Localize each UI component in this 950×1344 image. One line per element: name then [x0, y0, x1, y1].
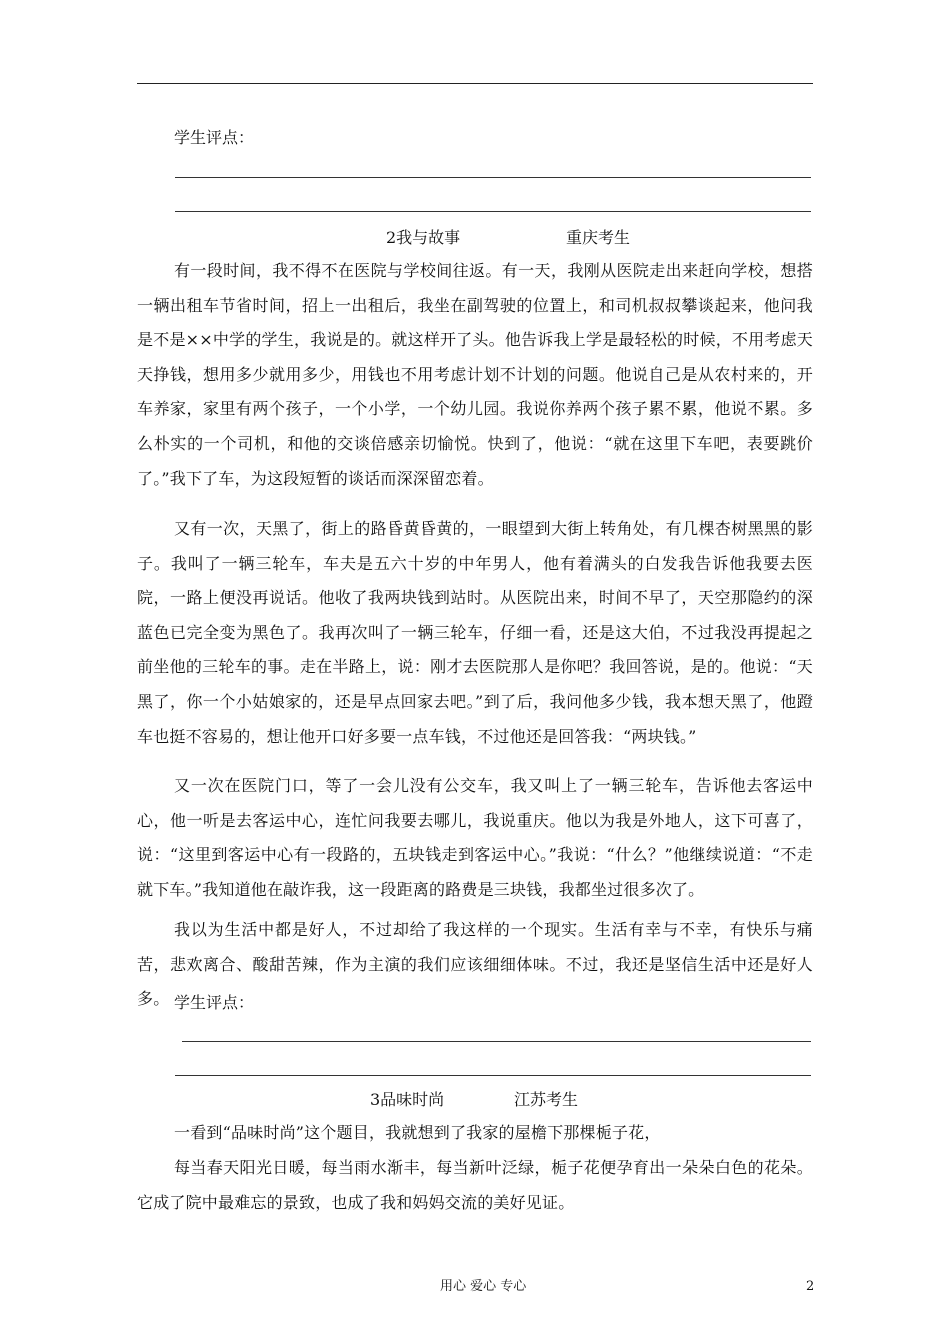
essay-author: 重庆考生: [566, 228, 631, 247]
essay-paragraph: 又有一次，天黑了，街上的路昏黄昏黄的，一眼望到大街上转角处，有几棵杏树黑黑的影子。我叫了一辆三轮车，车夫是五六十岁的中年男人，他有着满头的白发我告诉他我要去医院，一路上便没再说话。他收了我两块钱到站时。从医院出来，时间不早了，天空那隐约的深蓝色已完全变为黑色了。我再次叫了一辆三轮车，仔细一看，还是这大伯，不过我没再提起之前坐他的三轮车的事。走在半路上，说：刚才去医院那人是你吧？我回答说，是的。他说：“天黑了，你一个小姑娘家的，还是早点回家去吧。”到了后，我问他多少钱，我本想天黑了，他蹬车也挺不容易的，想让他开口好多要一点车钱，不过他还是回答我：“两块钱。”: [137, 519, 813, 746]
essay-paragraph: 我以为生活中都是好人，不过却给了我这样的一个现实。生活有幸与不幸，有快乐与痛苦，悲欢离合、酸甜苦辣，作为主演的我们应该细细体味。不过，我还是坚信生活中还是好人多。: [137, 920, 813, 1009]
essay-paragraph: 一看到“品味时尚”这个题目，我就想到了我家的屋檐下那棵栀子花，: [174, 1123, 661, 1142]
review-label: 学生评点：: [174, 993, 255, 1012]
essay-paragraph: 又一次在医院门口，等了一会儿没有公交车，我又叫上了一辆三轮车，告诉他去客运中心，他一听是去客运中心，连忙问我要去哪儿，我说重庆。他以为我是外地人，这下可喜了，说：“这里到客运中心有一段路的，五块钱走到客运中心。”我说：“什么？”他继续说道：“不走就下车。”我知道他在敲诈我，这一段距离的路费是三块钱，我都坐过很多次了。: [137, 776, 813, 899]
review-answer-line: [182, 1041, 811, 1042]
review-answer-line: [175, 177, 811, 178]
essay-paragraph: 有一段时间，我不得不在医院与学校间往返。有一天，我刚从医院走出来赶向学校，想搭一辆出租车节省时间，招上一出租后，我坐在副驾驶的位置上，和司机叔叔攀谈起来，他问我是不是××中学的学生，我说是的。就这样开了头。他告诉我上学是最轻松的时候，不用考虑天天挣钱，想用多少就用多少，用钱也不用考虑计划不计划的问题。他说自己是从农村来的，开车养家，家里有两个孩子，一个小学，一个幼儿园。我说你养两个孩子累不累，他说不累。多么朴实的一个司机，和他的交谈倍感亲切愉悦。快到了，他说：“就在这里下车吧，表要跳价了。”我下了车，为这段短暂的谈话而深深留恋着。: [137, 261, 813, 488]
review-answer-line: [175, 1075, 811, 1076]
footer-motto: 用心 爱心 专心: [440, 1279, 527, 1294]
review-section-2: [137, 992, 813, 1014]
essay-paragraph: 每当春天阳光日暖，每当雨水渐丰，每当新叶泛绿，栀子花便孕育出一朵朵白色的花朵。它成了院中最难忘的景致，也成了我和妈妈交流的美好见证。: [137, 1158, 813, 1212]
review-label: 学生评点：: [174, 128, 255, 147]
review-section-1: [137, 127, 813, 149]
header-rule: [137, 83, 813, 84]
essay-author: 江苏考生: [514, 1090, 579, 1109]
review-answer-line: [175, 211, 811, 212]
essay-title: 2我与故事: [386, 228, 461, 247]
page-number: 2: [806, 1279, 815, 1294]
essay-title: 3品味时尚: [370, 1090, 445, 1109]
